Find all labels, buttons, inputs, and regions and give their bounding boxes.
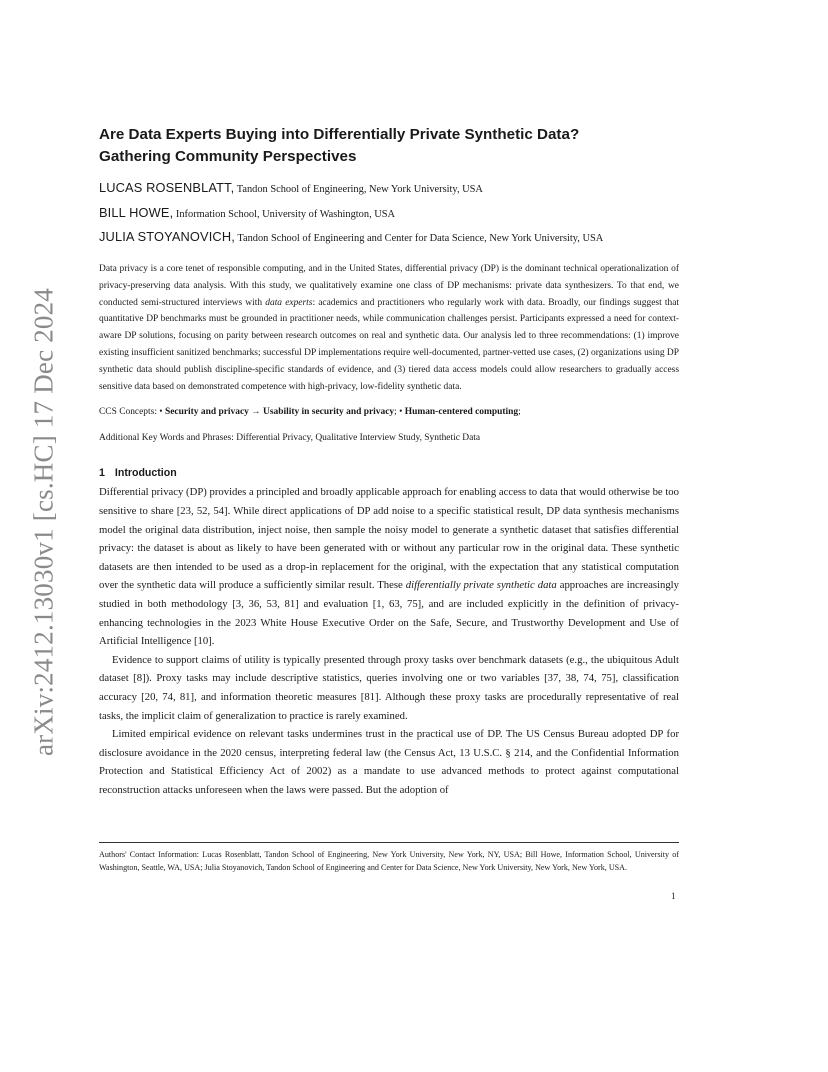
ccs-concepts [99,405,679,419]
author-affiliation: Information School, University of Washington, USA [173,208,396,220]
ccs-separator: ; • [394,407,405,418]
author-3 [99,229,679,247]
paper-title [99,124,679,168]
ccs-end: ; [518,407,521,418]
author-affiliation: Tandon School of Engineering, New York University, USA [234,184,483,195]
title-line-2: Gathering Community Perspectives [99,148,357,165]
abstract-emphasis: data experts [265,297,313,308]
author-name: LUCAS ROSENBLATT, [99,180,235,195]
author-affiliation: Tandon School of Engineering and Center for Data Science, New York University, USA [234,233,604,244]
abstract [99,261,679,395]
paragraph-text: Differential privacy (DP) provides a principled and broadly applicable approach for enabling access to data that would otherwise be too sensitive to share [23, 52, 54]. While direct applications of DP add noise to a specific statistical result, DP data synthesis mechanisms model the original data distribution, inject noise, then sample the noisy model to generate a synthetic dataset that satisfies differential privacy: the dataset is about as likely to have been generated with or without any particular row in the original data. These synthetic datasets are then intended to be used as a drop-in replacement for the original, with the expectation that any statistical computation over the synthetic data will produce a sufficiently similar result. These [99,486,679,592]
title-line-1: Are Data Experts Buying into Differentially Private Synthetic Data? [99,126,580,143]
section-heading [99,467,679,479]
paragraph-text: approaches are increasingly studied in both methodology [3, 36, 53, 81] and evaluation [1, 63, 75], and are included explicitly in the definition of privacy-enhancing technologies in the 2023 White House Executive Order on the Safe, Secure, and Trustworthy Development and Use of Artificial Intelligence [10]. [99,579,679,648]
paragraph-emphasis: differentially private synthetic data [405,579,557,592]
paragraph [99,483,679,650]
section-body [99,483,679,799]
ccs-concept: Human-centered computing [404,407,519,418]
section-title: Introduction [114,467,177,480]
author-name: JULIA STOYANOVICH, [99,229,235,244]
author-1 [99,180,679,198]
author-name: BILL HOWE, [99,204,174,220]
keywords: Additional Key Words and Phrases: Differential Privacy, Qualitative Interview Study, Synthetic Data [99,433,481,444]
ccs-concept: Security and privacy → Usability in security and privacy [164,407,395,418]
arxiv-watermark [24,285,64,760]
paragraph: Evidence to support claims of utility is typically presented through proxy tasks over benchmark datasets (e.g., the ubiquitous Adult dataset [8]). Proxy tasks may include descriptive statistics, queries involving one or two variables [37, 38, 74, 75], classification accuracy [20, 74, 81], and information theoretic measures [81]. Although these proxy tasks are procedurally representative of real tasks, the implicit claim of generalization to practice is rarely examined. [99,653,679,722]
ccs-label: CCS Concepts: • [99,407,165,418]
paragraph: Limited empirical evidence on relevant tasks undermines trust in the practical use of DP. The US Census Bureau adopted DP for disclosure avoidance in the 2020 census, interpreting federal law (the Census Act, 13 U.S.C. § 214, and the Confidential Information Protection and Statistical Efficiency Act of 2002) as a mandate to use advanced methods to protect against computational reconstruction attacks unforeseen when the laws were passed. But the adoption of [99,728,679,796]
arxiv-identifier: arXiv:2412.13030v1 [cs.HC] 17 Dec 2024 [28,287,59,757]
author-2 [99,205,679,223]
abstract-text: : academics and practitioners who regularly work with data. Broadly, our findings suggest that quantitative DP benchmarks must be grounded in practitioner needs, while communication challenges persist. Participants expressed a need for context-aware DP solutions, focusing on parity between research outcomes on real and synthetic data. Our analysis led to three recommendations: (1) improve existing insufficient sanitized benchmarks; successful DP implementations require well-documented, partner-vetted use cases, (2) organizations using DP synthetic data should publish discipline-specific standards of evidence, and (3) tiered data access models could allow researchers to gradually access sensitive data based on demonstrated competence with high-privacy, low-fidelity synthetic data. [99,297,680,392]
paper-page [99,124,679,799]
author-contact-footnote: Authors' Contact Information: Lucas Rosenblatt, Tandon School of Engineering, New York University, New York, NY, USA; Bill Howe, Information School, University of Washington, Seattle, WA, USA; Julia Stoyanovich, Tandon School of Engineering and Center for Data Science, New York University, New York, New York, USA. [99,842,679,875]
abstract-text: Data privacy is a core tenet of responsible computing, and in the United States, differential privacy (DP) is the dominant technical operationalization of privacy-preserving data analysis. With this study, we qualitatively examine one class of DP mechanisms: private data synthesizers. To that end, we conducted semi-structured interviews with [99,264,679,308]
section-number: 1 [99,467,105,480]
page-number: 1 [671,891,676,901]
